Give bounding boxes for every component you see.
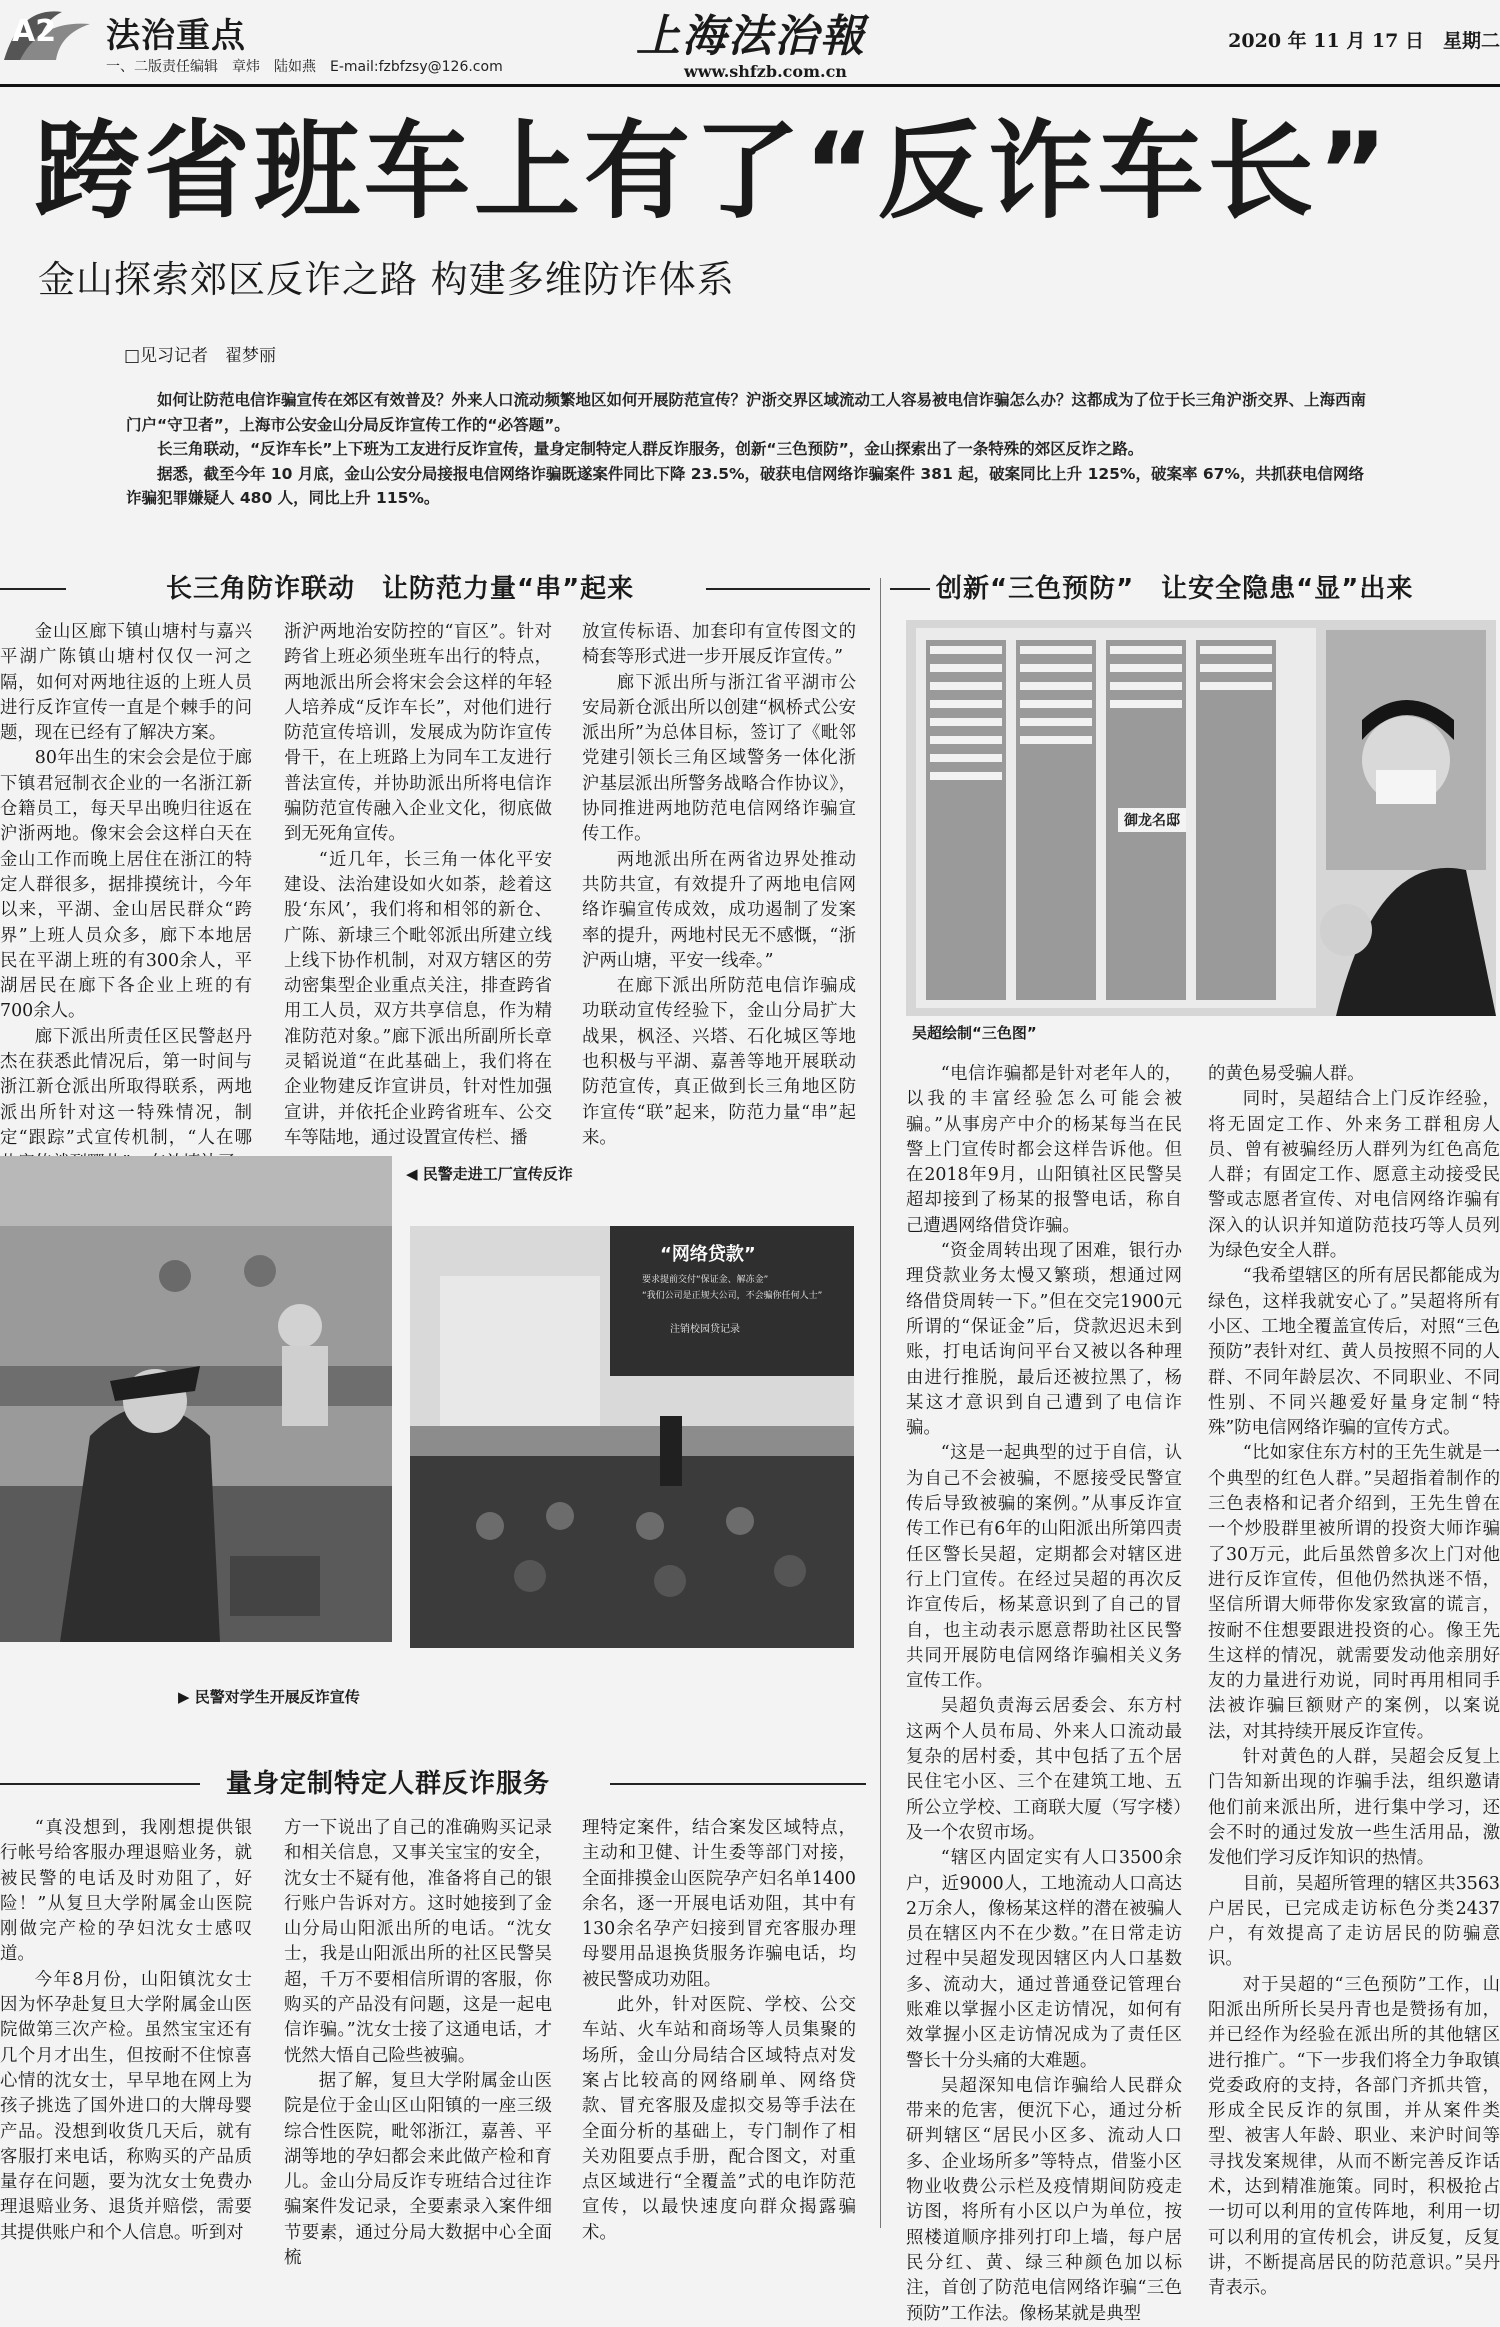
paragraph: 金山区廊下镇山塘村与嘉兴平湖广陈镇山塘村仅仅一河之隔，如何对两地往返的上班人员进行反诈宣传一直是个棘手的问题，现在已经有了解决方案。 bbox=[0, 622, 252, 744]
paragraph: “资金周转出现了困难，银行办理贷款业务太慢又繁琐，想通过网络借贷周转一下。”但在交完1900元所谓的“保证金”后，贷款迟迟未到账，打电话询问平台又被以各种理由进行推脱，最后还被拉黑了，杨某这才意识到自己遭到了电信诈骗。 bbox=[906, 1241, 1182, 1439]
paragraph: 今年8月份，山阳镇沈女士因为怀孕赴复旦大学附属金山医院做第三次产检。虽然宝宝还有几个月才出生，但按耐不住惊喜心情的沈女士，早早地在网上为孩子挑选了国外进口的大牌母婴产品。没想到收货几天后，就有客服打来电话，称购买的产品质量存在问题，要为沈女士免费办理退赔业务、退货并赔偿，需要其提供账户和个人信息。听到对 bbox=[0, 1969, 252, 2243]
photo-caption: 吴超绘制“三色图” bbox=[912, 1024, 1037, 1042]
paragraph: 80年出生的宋会会是位于廊下镇君冠制衣企业的一名浙江新仓籍员工，每天早出晚归往返在沪浙两地。像宋会会这样白天在金山工作而晚上居住在浙江的特定人群很多，据排摸统计，今年以来，平湖、金山居民群众“跨界”上班人员众多，廊下本地居民在平湖上班的有300余人，平湖居民在廊下各企业上班的有700余人。 bbox=[0, 748, 252, 1022]
article-column bbox=[284, 1816, 552, 2269]
section-rule bbox=[610, 1783, 866, 1785]
page-number: A2 bbox=[12, 14, 57, 49]
article-column bbox=[0, 1816, 252, 2243]
paragraph: 廊下派出所责任区民警赵丹杰在获悉此情况后，第一时间与浙江新仓派出所取得联系，两地派出所针对这一特殊情况，制定“跟踪”式宣传机制，“人在哪 bbox=[0, 1026, 252, 1148]
masthead-url: www.shfzb.com.cn bbox=[684, 62, 847, 81]
slide-title: “网络贷款” bbox=[660, 1244, 756, 1265]
section-rule bbox=[0, 588, 66, 590]
lead-paragraph: 如何让防范电信诈骗宣传在郊区有效普及？外来人口流动频繁地区如何开展防范宣传？沪浙交界区域流动工人容易被电信诈骗怎么办？这都成为了位于长三角沪浙交界、上海西南门户“守卫者”，上海市公安金山分局反诈宣传工作的“必答题”。 bbox=[126, 391, 1367, 434]
chart-board-title: 御龙名邸 bbox=[1118, 808, 1186, 832]
paragraph: “我希望辖区的所有居民都能成为绿色，这样我就安心了。”吴超将所有小区、工地全覆盖宣传后，对照“三色预防”表针对红、黄人员按照不同的人群、不同年龄层次、不同职业、不同性别、不同兴趣爱好量身定制“特殊”防电信网络诈骗的宣传方式。 bbox=[1208, 1266, 1500, 1439]
section-rule bbox=[0, 1783, 200, 1785]
article-column bbox=[1208, 1062, 1500, 2299]
paragraph: 两地派出所在两省边界处推动共防共宣，有效提升了两地电信网络诈骗宣传成效，成功遏制了发案率的提升，两地村民无不感慨，“浙沪两山塘，平安一线牵。” bbox=[582, 849, 856, 971]
article-column bbox=[906, 1062, 1182, 2324]
photo-caption: ◀ 民警走进工厂宣传反诈 bbox=[406, 1165, 573, 1183]
article-column bbox=[582, 620, 856, 1148]
paragraph: 同时，吴超结合上门反诈经验，将无固定工作、外来务工群租房人员、曾有被骗经历人群列为红色高危人群；有固定工作、愿意主动接受民警或志愿者宣传、对电信网络诈骗有深入的认识并知道防范技巧等人员列为绿色安全人群。 bbox=[1208, 1089, 1500, 1262]
paragraph: 浙沪两地治安防控的“盲区”。针对跨省上班必须坐班车出行的特点，两地派出所会将宋会会这样的年轻人培养成“反诈车长”，对他们进行防范宣传培训，发展成为防诈宣传骨干，在上班路上为同车工友进行普法宣传，并协助派出所将电信诈骗防范宣传融入企业文化，彻底做到无死角宣传。 bbox=[284, 622, 552, 845]
section-heading-2: 创新“三色预防” 让安全隐患“显”出来 bbox=[936, 574, 1414, 604]
slide-text: “我们公司是正规大公司，不会骗你任何人士” bbox=[642, 1291, 823, 1301]
paragraph: 据了解，复旦大学附属金山医院是位于金山区山阳镇的一座三级综合性医院，毗邻浙江，嘉善、平湖等地的孕妇都会来此做产检和育儿。金山分局反诈专班结合过往诈骗案件发记录，全要素录入案件细节要素，通过分局大数据中心全面梳 bbox=[284, 2070, 552, 2269]
lead-paragraph: 长三角联动，“反诈车长”上下班为工友进行反诈宣传，量身定制特定人群反诈服务，创新“三色预防”，金山探索出了一条特殊的郊区反诈之路。 bbox=[157, 440, 1144, 458]
issue-date: 2020 年 11 月 17 日 星期二 bbox=[1228, 30, 1500, 52]
section-rule bbox=[890, 588, 930, 590]
paragraph: 理特定案件，结合案发区域特点，主动和卫健、计生委等部门对接，全面排摸金山医院孕产妇名单1400余名，逐一开展电话劝阻，其中有130余名孕产妇接到冒充客服办理母婴用品退换货服务诈骗电话，均被民警成功劝阻。 bbox=[582, 1818, 856, 1990]
paragraph: “电信诈骗都是针对老年人的，以我的丰富经验怎么可能会被骗。”从事房产中介的杨某每当在民警上门宣传时都会这样告诉他。但在2018年9月，山阳镇社区民警吴超却接到了杨某的报警电话，称自己遭遇网络借贷诈骗。 bbox=[906, 1064, 1182, 1236]
paragraph: 方一下说出了自己的准确购买记录和相关信息，又事关宝宝的安全，沈女士不疑有他，准备将自己的银行账户告诉对方。这时她接到了金山分局山阳派出所的电话。“沈女士，我是山阳派出所的社区民警吴超，千万不要相信所谓的客服，你购买的产品没有问题，这是一起电信诈骗。”沈女士接了这通电话，才恍然大悟自己险些被骗。 bbox=[284, 1818, 552, 2066]
paragraph: “比如家住东方村的王先生就是一个典型的红色人群。”吴超指着制作的三色表格和记者介绍到，王先生曾在一个炒股群里被所谓的投资大师诈骗了30万元，此后虽然曾多次上门对他进行反诈宣传，但他仍然执迷不悟，坚信所谓大师带你发家致富的谎言，按耐不住想要跟进投资的心。像王先生这样的情况，就需要发动他亲朋好友的力量进行劝说，同时再用相同手法被诈骗巨额财产的案例，以案说法，对其持续开展反诈宣传。 bbox=[1208, 1443, 1500, 1742]
paragraph: 在廊下派出所防范电信诈骗成功联动宣传经验下，金山分局扩大战果，枫泾、兴塔、石化城区等地也积极与平湖、嘉善等地开展联动防范宣传，真正做到长三角地区防诈宣传“联”起来，防范力量“串”起来。 bbox=[582, 976, 856, 1148]
paragraph: “真没想到，我刚想提供银行帐号给客服办理退赔业务，就被民警的电话及时劝阻了，好险！”从复旦大学附属金山医院刚做完产检的孕妇沈女士感叹道。 bbox=[0, 1818, 252, 1965]
article-column bbox=[582, 1816, 856, 2243]
byline: □见习记者 翟梦丽 bbox=[124, 346, 277, 366]
section-heading-3: 量身定制特定人群反诈服务 bbox=[226, 1769, 551, 1799]
lead-paragraphs bbox=[126, 388, 1376, 511]
photo-caption: ▶ 民警对学生开展反诈宣传 bbox=[178, 1688, 360, 1706]
paragraph: “辖区内固定实有人口3500余户，近9000人，工地流动人口高达2万余人，像杨某这样的潜在被骗人员在辖区内不在少数。”在日常走访过程中吴超发现因辖区内人口基数多、流动大，通过普通登记管理台账难以掌握小区走访情况，如何有效掌握小区走访情况成为了责任区警长十分头痛的大难题。 bbox=[906, 1848, 1182, 2071]
photo-three-color-chart bbox=[906, 620, 1496, 1016]
editors-line: 一、二版责任编辑 章炜 陆如燕 E-mail:fzbfzsy@126.com bbox=[106, 59, 503, 75]
paragraph: 廊下派出所与浙江省平湖市公安局新仓派出所以创建“枫桥式公安派出所”为总体目标，签订了《毗邻党建引领长三角区域警务一体化浙沪基层派出所警务战略合作协议》，协同推进两地防范电信网络诈骗宣传工作。 bbox=[582, 672, 856, 845]
paragraph: 此外，针对医院、学校、公交车站、火车站和商场等人员集聚的场所，金山分局结合区域特点对发案占比较高的网络刷单、网络贷款、冒充客服及虚拟交易等手法在全面分析的基础上，专门制作了相关劝阻要点手册，配合图文，对重点区域进行“全覆盖”式的电诈防范宣传，以最快速度向群众揭露骗术。 bbox=[582, 1995, 856, 2243]
photo-classroom bbox=[410, 1226, 854, 1648]
paragraph: 吴超负责海云居委会、东方村这两个人员布局、外来人口流动最复杂的居村委，其中包括了五个居民住宅小区、三个在建筑工地、五所公立学校、工商联大厦（写字楼）及一个农贸市场。 bbox=[906, 1696, 1182, 1843]
header-divider bbox=[0, 84, 1500, 87]
article-column bbox=[0, 620, 252, 1148]
article-column bbox=[284, 620, 552, 1148]
headline: 跨省班车上有了“反诈车长” bbox=[34, 110, 1392, 233]
page-number-badge bbox=[0, 0, 100, 66]
column-divider bbox=[880, 578, 881, 2228]
photo-factory-workers bbox=[0, 1156, 392, 1642]
paragraph: “这是一起典型的过于自信，认为自己不会被骗，不愿接受民警宣传后导致被骗的案例。”从事反诈宣传工作已有6年的山阳派出所第四责任区警长吴超，定期都会对辖区进行上门宣传。在经过吴超的再次反诈宣传后，杨某意识到了自己的冒自，也主动表示愿意帮助社区民警共同开展防电信网络诈骗相关义务宣传工作。 bbox=[906, 1443, 1182, 1692]
paragraph: 对于吴超的“三色预防”工作，山阳派出所所长吴丹青也是赞扬有加，并已经作为经验在派出所的其他辖区进行推广。“下一步我们将全力争取镇党委政府的支持，各部门齐抓共管，形成全民反诈的氛围，并从案件类型、被害人年龄、职业、来沪时间等寻找发案规律，从而不断完善反诈话术，达到精准施策。同时，积极抢占一切可以利用的宣传阵地，利用一切可以利用的宣传机会，讲反复，反复讲，不断提高居民的防范意识。”吴丹青表示。 bbox=[1208, 1974, 1500, 2299]
paragraph: 针对黄色的人群，吴超会反复上门告知新出现的诈骗手法，组织邀请他们前来派出所，进行集中学习，还会不时的通过发放一些生活用品，激发他们学习反诈知识的热情。 bbox=[1208, 1747, 1500, 1869]
paragraph: 目前，吴超所管理的辖区共3563户居民，已完成走访标色分类2437户，有效提高了走访居民的防骗意识。 bbox=[1208, 1873, 1500, 1970]
section-title: 法治重点 bbox=[106, 16, 246, 56]
lead-paragraph: 据悉，截至今年 10 月底，金山公安分局接报电信网络诈骗既遂案件同比下降 23.5%，破获电信网络诈骗案件 381 起，破案同比上升 125%，破案率 67%，共抓获电信网络诈骗犯罪嫌疑人 480 人，同比上升 115%。 bbox=[126, 464, 1364, 507]
paragraph: 放宣传标语、加套印有宣传图文的椅套等形式进一步开展反诈宣传。” bbox=[582, 622, 856, 668]
slide-text: 注销校园贷记录 bbox=[670, 1324, 740, 1335]
paragraph: 的黄色易受骗人群。 bbox=[1208, 1064, 1365, 1084]
paragraph: 吴超深知电信诈骗给人民群众带来的危害，便沉下心，通过分析研判辖区“居民小区多、流动人口多、企业场所多”等特点，借鉴小区物业收费公示栏及疫情期间防疫走访图，将所有小区以户为单位，按照楼道顺序排列打印上墙，每户居民分红、黄、绿三种颜色加以标注，首创了防范电信网络诈骗“三色预防”工作法。像杨某就是典型 bbox=[906, 2075, 1182, 2324]
section-rule bbox=[706, 588, 870, 590]
paragraph: “近几年，长三角一体化平安建设、法治建设如火如荼，趁着这股‘东风’，我们将和相邻的新仓、广陈、新埭三个毗邻派出所建立线上线下协作机制，对双方辖区的劳动密集型企业重点关注，排查跨省用工人员，双方共享信息，作为精准防范对象。”廊下派出所副所长章灵韬说道“在此基础上，我们将在企业物建反诈宣讲员，针对性加强宣讲，并依托企业跨省班车、公交车等陆地，通过设置宣传栏、播 bbox=[284, 849, 552, 1148]
masthead-logo: 上海法治報 bbox=[636, 11, 866, 62]
subheadline: 金山探索郊区反诈之路 构建多维防诈体系 bbox=[38, 258, 735, 301]
slide-text: 要求提前交付“保证金、解冻金” bbox=[642, 1275, 769, 1285]
section-heading-1: 长三角防诈联动 让防范力量“串”起来 bbox=[166, 574, 635, 604]
